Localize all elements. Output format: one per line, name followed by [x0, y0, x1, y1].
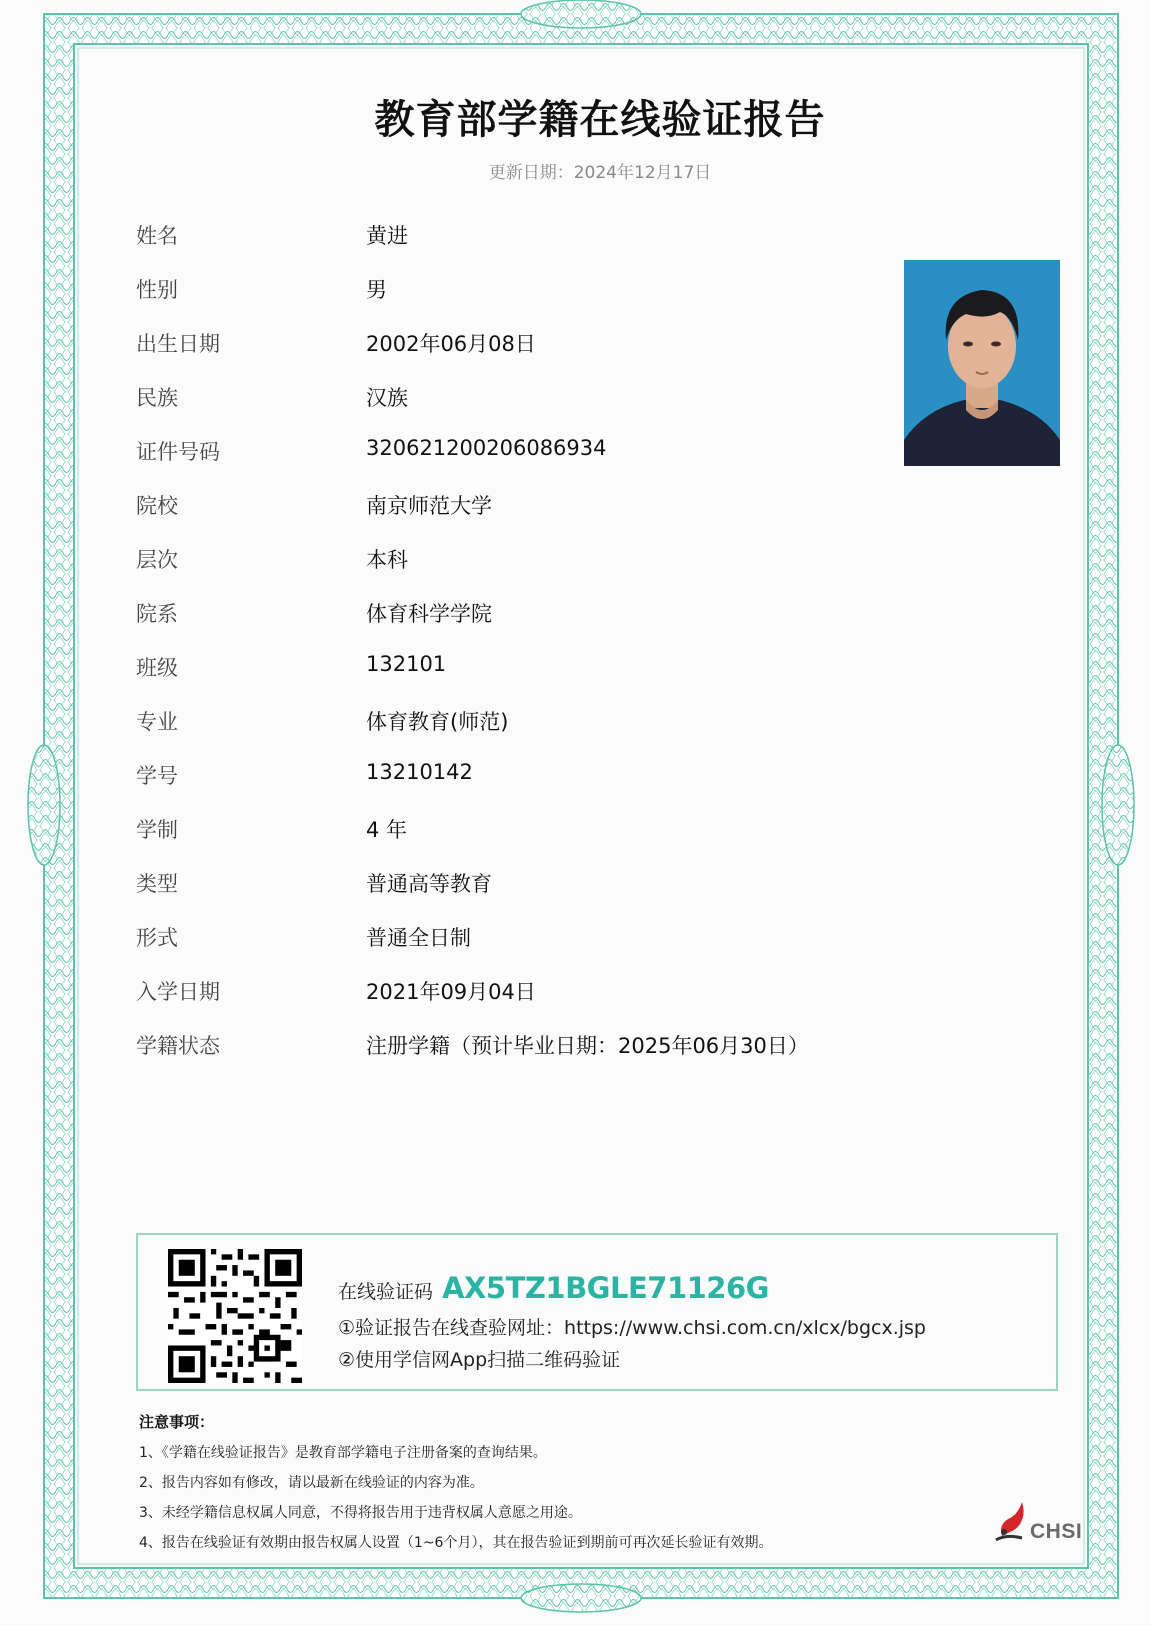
field-label: 学号 [136, 764, 178, 788]
field-row-name [136, 220, 1016, 254]
field-label: 层次 [136, 548, 178, 572]
field-value: 南京师范大学 [366, 494, 492, 518]
field-row-department [136, 598, 1016, 632]
field-value: 体育教育(师范) [366, 710, 509, 734]
note-item: 2、报告内容如有修改，请以最新在线验证的内容为准。 [139, 1475, 484, 1491]
chsi-bird-icon [992, 1498, 1032, 1548]
field-label: 入学日期 [136, 980, 220, 1004]
field-row-enrollment-date [136, 976, 1016, 1010]
verification-app-line: ②使用学信网App扫描二维码验证 [338, 1349, 621, 1371]
field-label: 学制 [136, 818, 178, 842]
field-label: 专业 [136, 710, 178, 734]
field-label: 姓名 [136, 224, 178, 248]
field-label: 院校 [136, 494, 178, 518]
field-value: 320621200206086934 [366, 436, 607, 460]
field-label: 民族 [136, 386, 178, 410]
field-value: 男 [366, 278, 387, 302]
field-row-birthdate [136, 328, 1016, 362]
field-value: 2021年09月04日 [366, 980, 536, 1004]
field-row-major [136, 706, 1016, 740]
field-value: 2002年06月08日 [366, 332, 536, 356]
field-value: 4 年 [366, 818, 408, 842]
field-value: 注册学籍（预计毕业日期：2025年06月30日） [366, 1034, 809, 1058]
verification-code-line [338, 1271, 769, 1305]
field-label: 类型 [136, 872, 178, 896]
note-item: 3、未经学籍信息权属人同意，不得将报告用于违背权属人意愿之用途。 [139, 1505, 582, 1521]
field-label: 性别 [136, 278, 178, 302]
field-row-duration [136, 814, 1016, 848]
note-item: 1、《学籍在线验证报告》是教育部学籍电子注册备案的查询结果。 [139, 1445, 547, 1461]
field-value: 132101 [366, 652, 447, 676]
report-title: 教育部学籍在线验证报告 [374, 97, 826, 143]
field-row-school [136, 490, 1016, 524]
field-value: 普通全日制 [366, 926, 471, 950]
verification-url-line[interactable]: ①验证报告在线查验网址：https://www.chsi.com.cn/xlcx/bgcx.jsp [338, 1317, 926, 1339]
field-row-id-number [136, 436, 1016, 470]
field-row-level [136, 544, 1016, 578]
field-label: 出生日期 [136, 332, 220, 356]
verification-box [136, 1233, 1058, 1391]
field-row-status [136, 1030, 1016, 1064]
field-value: 体育科学学院 [366, 602, 492, 626]
field-row-student-id [136, 760, 1016, 794]
portrait-image [904, 260, 1060, 466]
note-item: 4、报告在线验证有效期由报告权属人设置（1~6个月），其在报告验证到期前可再次延长验证有效期。 [139, 1535, 773, 1551]
chsi-logo-text: CHSI [1030, 1520, 1083, 1543]
field-value: 黄进 [366, 224, 408, 248]
field-row-gender [136, 274, 1016, 308]
field-value: 13210142 [366, 760, 473, 784]
field-row-form [136, 922, 1016, 956]
qr-code-icon[interactable] [168, 1249, 302, 1383]
field-label: 班级 [136, 656, 178, 680]
field-value: 本科 [366, 548, 408, 572]
field-row-type [136, 868, 1016, 902]
field-label: 院系 [136, 602, 178, 626]
verification-code-label: 在线验证码 [338, 1281, 434, 1303]
notes-title: 注意事项： [139, 1413, 215, 1431]
field-value: 普通高等教育 [366, 872, 492, 896]
field-value: 汉族 [366, 386, 408, 410]
chsi-logo [992, 1498, 1088, 1548]
field-label: 形式 [136, 926, 178, 950]
update-date: 更新日期：2024年12月17日 [488, 163, 712, 183]
field-row-class [136, 652, 1016, 686]
field-row-ethnicity [136, 382, 1016, 416]
student-photo [904, 260, 1060, 466]
field-label: 证件号码 [136, 440, 220, 464]
verification-code: AX5TZ1BGLE71126G [442, 1271, 769, 1305]
field-label: 学籍状态 [136, 1034, 220, 1058]
